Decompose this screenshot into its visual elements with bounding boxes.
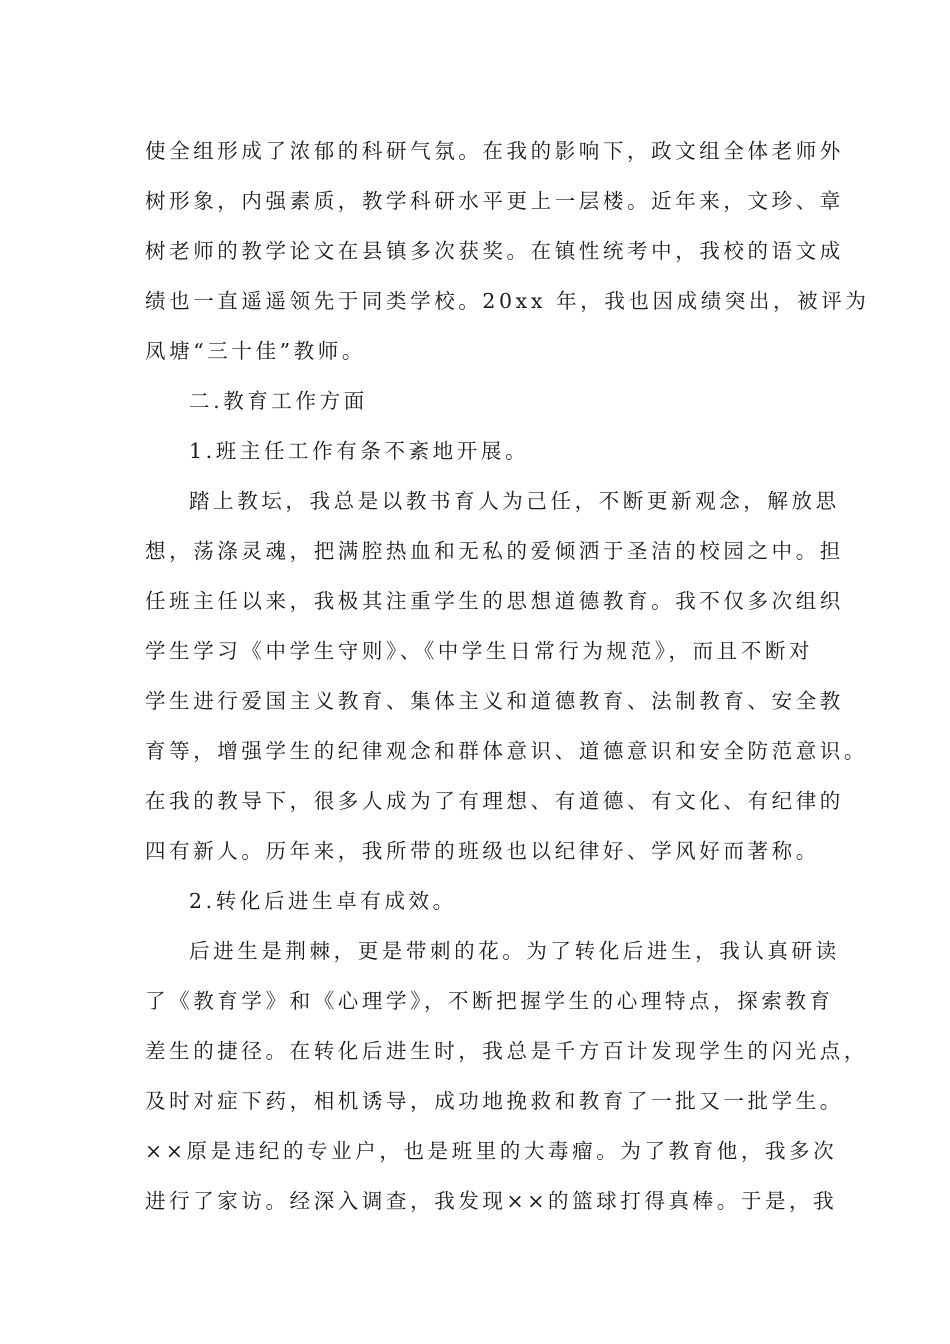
text-line: 进行了家访。经深入调查，我发现××的篮球打得真棒。于是，我 <box>145 1189 838 1213</box>
text-line: 学生进行爱国主义教育、集体主义和道德教育、法制教育、安全教 <box>145 689 844 713</box>
text-line: 踏上教坛，我总是以教书育人为己任，不断更新观念，解放思 <box>189 489 840 513</box>
subsection-heading: 1.班主任工作有条不紊地开展。 <box>189 439 530 463</box>
text-line: 育等，增强学生的纪律观念和群体意识、道德意识和安全防范意识。 <box>145 739 868 763</box>
text-line: 差生的捷径。在转化后进生时，我总是千方百计发现学生的闪光点， <box>145 1039 868 1063</box>
text-line: 了《教育学》和《心理学》，不断把握学生的心理特点，探索教育 <box>145 989 834 1013</box>
text-line: 四有新人。历年来，我所带的班级也以纪律好、学风好而著称。 <box>145 839 820 863</box>
text-line: 凤塘“三十佳”教师。 <box>145 339 366 363</box>
text-line: 使全组形成了浓郁的科研气氛。在我的影响下，政文组全体老师外 <box>145 139 844 163</box>
text-line: 后进生是荆棘，更是带刺的花。为了转化后进生，我认真研读 <box>189 939 840 963</box>
text-line: 树形象，内强素质，教学科研水平更上一层楼。近年来，文珍、章 <box>145 189 844 213</box>
section-heading: 二.教育工作方面 <box>189 389 368 413</box>
text-line: 在我的教导下，很多人成为了有理想、有道德、有文化、有纪律的 <box>145 789 844 813</box>
subsection-heading: 2.转化后进生卓有成效。 <box>189 889 457 913</box>
text-line: 想，荡涤灵魂，把满腔热血和无私的爱倾洒于圣洁的校园之中。担 <box>145 539 844 563</box>
text-line: 任班主任以来，我极其注重学生的思想道德教育。我不仅多次组织 <box>145 589 844 613</box>
text-line: 树老师的教学论文在县镇多次获奖。在镇性统考中，我校的语文成 <box>145 239 844 263</box>
text-line: 绩也一直遥遥领先于同类学校。20xx 年，我也因成绩突出，被评为 <box>145 289 870 313</box>
text-line: 学生学习《中学生守则》、《中学生日常行为规范》，而且不断对 <box>145 639 814 663</box>
text-line: ××原是违纪的专业户，也是班里的大毒瘤。为了教育他，我多次 <box>145 1139 838 1163</box>
text-line: 及时对症下药，相机诱导，成功地挽救和教育了一批又一批学生。 <box>145 1089 844 1113</box>
